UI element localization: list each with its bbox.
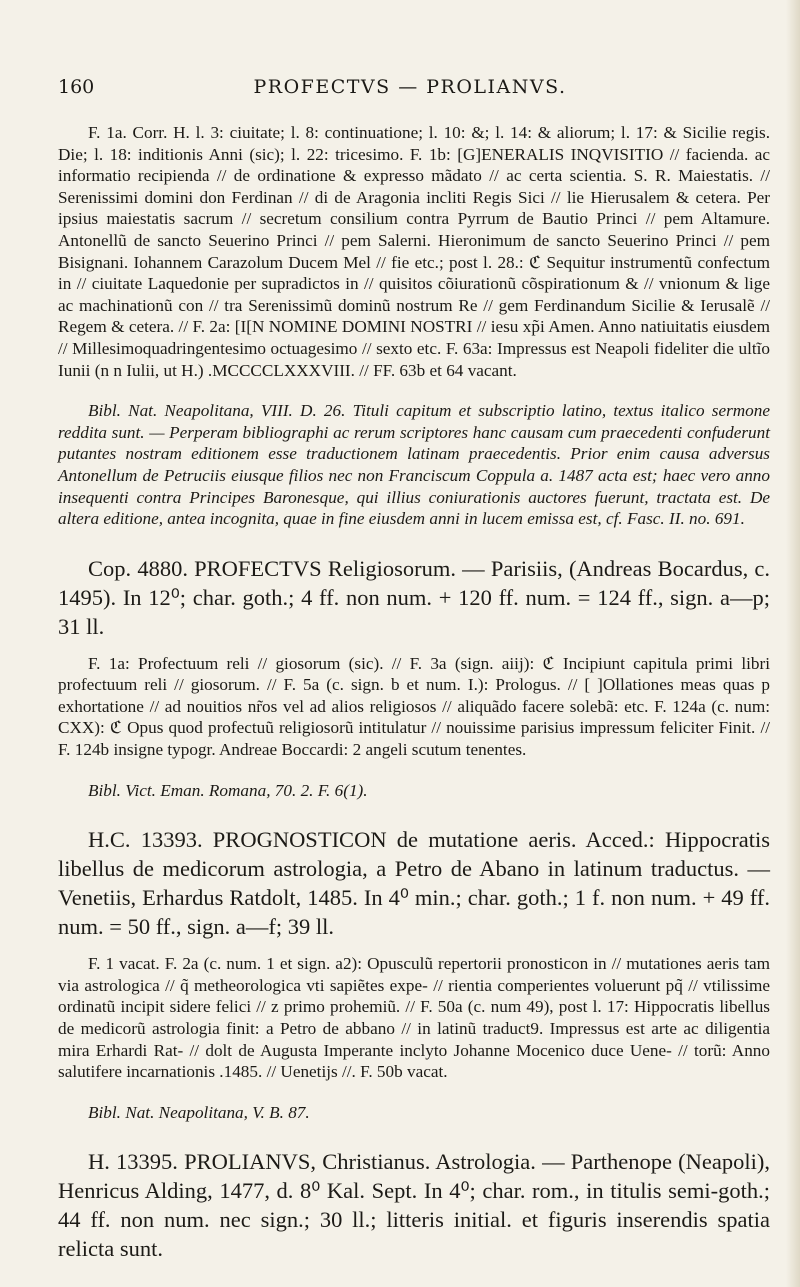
entry-13393-description: F. 1 vacat. F. 2a (c. num. 1 et sign. a2): Opusculũ repertorii pronosticon in // mutationes aeris tam via astrologica // q̃ metheorologica vti sapiẽtes expe- // rientia comperientes voluerunt pq̃ // vtilissime ordinatũ incipit sidere felici // z primo prohemiũ. // F. 50a (c. num 49), post l. 17: Hippocratis libellus de medicorũ astrologia finit: a Petro de abbano // in latinũ traduct9. Impressus est arte ac diligentia mira Erhardi Rat- // dolt de Augusta Imperante inclyto Johanne Mocenico duce Uene- // torũ: Anno salutifere incarnationis .1485. // Uenetijs //. F. 50b vacat. [58,954,770,1082]
entry-13393-heading: H.C. 13393. PROGNOSTICON de mutatione aeris. Acced.: Hippocratis libellus de medicorum astrologia, a Petro de Abano in latinum traductus. — Venetiis, Erhardus Ratdolt, 1485. In 4⁰ min.; char. goth.; 1 f. non num. + 49 ff. num. = 50 ff., sign. a—f; 39 ll. [58,827,770,940]
running-head: PROFECTVS — PROLIANVS. [253,76,567,98]
page-header [58,76,762,102]
entry-4880-description: F. 1a: Profectuum reli // giosorum (sic). // F. 3a (sign. aiij): ℭ Incipiunt capitula primi libri profectuum reli // giosorum. // F. 5a (c. sign. b et num. I.): Prologus. // [ ]Ollationes meas quas p exhortatione // ad nouitios nr̃os vel ad alios religiosos // aliquãdo facere solebã: etc. F. 124a (c. num: CXX): ℭ Opus quod profectuũ religiosorũ intitulatur // nouissime parisius impressum feliciter Finit. // F. 124b insigne typogr. Andreae Boccardi: 2 angeli scutum tenentes. [58,653,770,760]
entry-13395-heading: H. 13395. PROLIANVS, Christianus. Astrologia. — Parthenope (Neapoli), Henricus Alding, 1477, d. 8⁰ Kal. Sept. In 4⁰; char. rom., in titulis semi-goth.; 44 ff. non num. nec sign.; 30 ll.; litteris initial. et figuris inserendis spatia relicta sunt. [58,1149,770,1262]
page-edge-shadow [786,0,800,1287]
collation-note-coppula: F. 1a. Corr. H. l. 3: ciuitate; l. 8: continuatione; l. 10: &; l. 14: & aliorum; l. 17: & Sicilie regis. Die; l. 18: inditionis Anni (sic); l. 22: tricesimo. F. 1b: [G]ENERALIS INQVISITIO // facienda. ac informatio recipienda // de ordinatione & expresso mãdato // ac certa scientia. S. R. Maiestatis. // Serenissimi domini don Ferdinan // di de Aragonia incliti Regis Sici // lie Hierusalem & cetera. Per ipsius maiestatis sacrum // secretum consilium contra Pyrrum de Bautio Princi // pem Altamure. Antonellũ de sancto Seuerino Princi // pem Salerni. Hieronimum de sancto Seuerino Princi // pem Bisignani. Iohannem Carazolum Ducem Mel // fie etc.; post l. 28.: ℭ Sequitur instrumentũ confectum in // ciuitate Laquedonie per supradictos in // quisitos cõiurationũ cõspirationum & // vnionum & lige ac machinationũ con // tra Serenissimũ dominũ nostrum Re // gem Ferdinandum Sicilie & Ierusalẽ // Regem & cetera. // F. 2a: [I[N NOMINE DOMINI NOSTRI // iesu xp̃i Amen. Anno natiuitatis eiusdem // Millesimoquadringentesimo octuagesimo // sexto etc. F. 63a: Impressus est Neapoli fideliter die ultĩo Iunii (n n Iulii, ut H.) .MCCCCLXXXVIII. // FF. 63b et 64 vacant. [58,123,770,380]
entry-4880-library: Bibl. Vict. Eman. Romana, 70. 2. F. 6(1). [88,780,368,800]
entry-4880-heading: Cop. 4880. PROFECTVS Religiosorum. — Parisiis, (Andreas Bocardus, c. 1495). In 12⁰; char. goth.; 4 ff. non num. + 120 ff. num. = 124 ff., sign. a—p; 31 ll. [58,555,770,639]
page-body [58,122,770,1263]
entry-13393-library: Bibl. Nat. Neapolitana, V. B. 87. [88,1102,310,1122]
page-number: 160 [58,76,95,98]
library-note-napoli: Bibl. Nat. Neapolitana, VIII. D. 26. Tituli capitum et subscriptio latino, textus italico sermone reddita sunt. — Perperam bibliographi ac rerum scriptores hanc causam cum praecedenti confuderunt putantes nostram editionem esse traductionem latinam praecedentis. Prior enim causa adversus Antonellum de Petruciis eiusque filios nec non Franciscum Coppula a. 1487 acta est; haec vero anno insequenti contra Principes Baronesque, qui illius coniurationis auctores fuerunt, tractata est. De altera editione, antea incognita, quae in fine eiusdem anni in lucem emissa est, cf. Fasc. II. no. 691. [58,401,770,529]
